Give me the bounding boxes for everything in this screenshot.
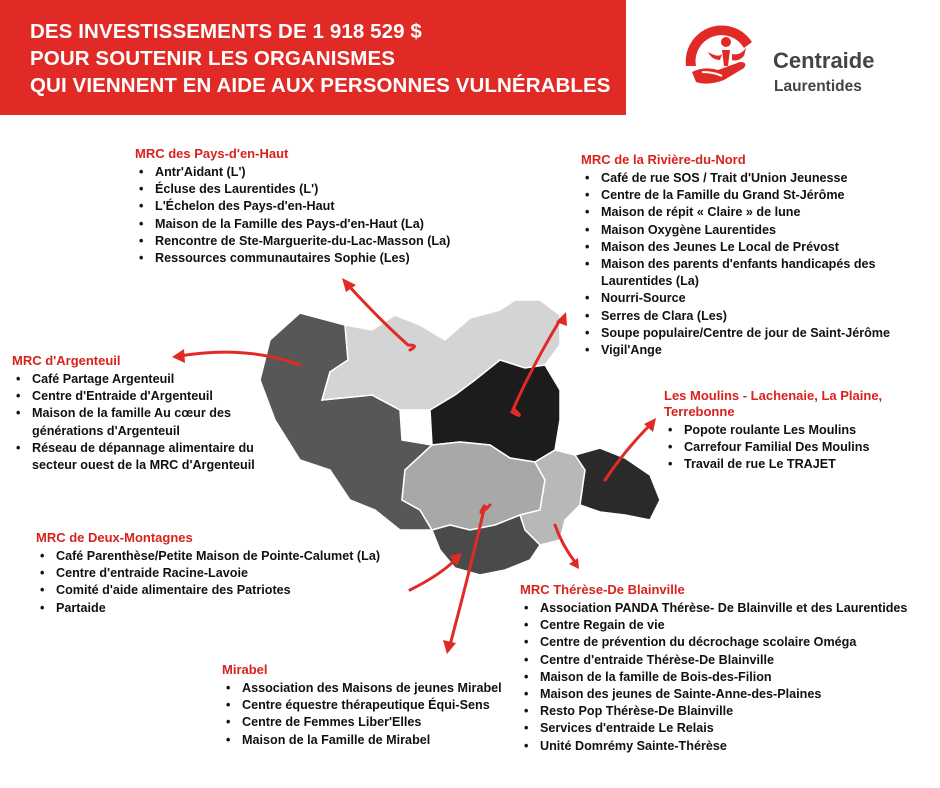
list-item: • Maison de la Famille de Mirabel (222, 732, 502, 749)
logo-name: Centraide (773, 48, 875, 73)
list-item: • Serres de Clara (Les) (581, 308, 890, 325)
list-item: • Nourri-Source (581, 290, 890, 307)
header-line-3: QUI VIENNENT EN AIDE AUX PERSONNES VULNÉRABLES (30, 74, 611, 97)
list-item: • Popote roulante Les Moulins (664, 422, 882, 439)
region-title: MRC de Deux-Montagnes (36, 530, 193, 545)
region-block-pays-den-haut (135, 146, 450, 267)
list-item: • Vigil'Ange (581, 342, 890, 359)
organization-list (36, 548, 380, 617)
region-block-les-moulins (664, 388, 882, 474)
list-item: • Maison de la famille Au cœur des (12, 405, 255, 422)
list-item: • Antr'Aidant (L') (135, 164, 450, 181)
list-item: • Maison de la Famille des Pays-d'en-Haut (La) (135, 216, 450, 233)
logo-subtitle: Laurentides (774, 78, 862, 95)
region-block-riviere-du-nord (581, 152, 890, 359)
list-item: • Écluse des Laurentides (L') (135, 181, 450, 198)
list-item: • Ressources communautaires Sophie (Les) (135, 250, 450, 267)
list-item: • Association des Maisons de jeunes Mirabel (222, 680, 502, 697)
organization-list (12, 371, 255, 474)
list-item: • L'Échelon des Pays-d'en-Haut (135, 198, 450, 215)
list-item: • Centre équestre thérapeutique Équi-Sens (222, 697, 502, 714)
list-item: • Café Parenthèse/Petite Maison de Pointe-Calumet (La) (36, 548, 380, 565)
arrow-therese (555, 525, 575, 562)
list-item: • Maison des parents d'enfants handicapés des (581, 256, 890, 273)
header-line-2: POUR SOUTENIR LES ORGANISMES (30, 47, 396, 70)
region-title-line-2: Terrebonne (664, 404, 735, 419)
list-item-continued: secteur ouest de la MRC d'Argenteuil (32, 458, 255, 473)
region-block-deux-montagnes (36, 530, 380, 617)
region-title: Les Moulins - Lachenaie, La Plaine, (664, 388, 883, 403)
region-title: MRC Thérèse-De Blainville (520, 582, 685, 597)
list-item: • Réseau de dépannage alimentaire du (12, 440, 255, 457)
region-block-therese-de-blainville (520, 582, 907, 755)
list-item: • Association PANDA Thérèse- De Blainville et des Laurentides (520, 600, 907, 617)
organization-list (135, 164, 450, 267)
list-item: • Centre Regain de vie (520, 617, 907, 634)
list-item: • Maison Oxygène Laurentides (581, 222, 890, 239)
list-item: • Rencontre de Ste-Marguerite-du-Lac-Masson (La) (135, 233, 450, 250)
list-item: • Unité Domrémy Sainte-Thérèse (520, 738, 907, 755)
list-item: • Carrefour Familial Des Moulins (664, 439, 882, 456)
list-item: • Comité d'aide alimentaire des Patriotes (36, 582, 380, 599)
list-item: • Maison de la famille de Bois-des-Filion (520, 669, 907, 686)
list-item: • Centre d'entraide Racine-Lavoie (36, 565, 380, 582)
region-block-argenteuil (12, 353, 255, 474)
organization-list (520, 600, 907, 755)
list-item-continued: Laurentides (La) (601, 274, 699, 289)
list-item: • Centre d'Entraide d'Argenteuil (12, 388, 255, 405)
header-line-1: DES INVESTISSEMENTS DE 1 918 529 $ (30, 20, 422, 43)
list-item: • Centre de la Famille du Grand St-Jérôme (581, 187, 890, 204)
list-item: • Centre d'entraide Thérèse-De Blainville (520, 652, 907, 669)
list-item: • Partaide (36, 600, 380, 617)
list-item: • Maison de répit « Claire » de lune (581, 204, 890, 221)
region-les-moulins (575, 448, 660, 520)
list-item: • Centre de Femmes Liber'Elles (222, 714, 502, 731)
region-title: MRC d'Argenteuil (12, 353, 121, 368)
list-item: • Centre de prévention du décrochage scolaire Oméga (520, 634, 907, 651)
list-item: • Café Partage Argenteuil (12, 371, 255, 388)
list-item-continued: générations d'Argenteuil (32, 423, 180, 438)
list-item: • Maison des jeunes de Sainte-Anne-des-Plaines (520, 686, 907, 703)
list-item: • Resto Pop Thérèse-De Blainville (520, 703, 907, 720)
list-item: • Travail de rue Le TRAJET (664, 456, 882, 473)
list-item: • Soupe populaire/Centre de jour de Saint-Jérôme (581, 325, 890, 342)
region-title: Mirabel (222, 662, 268, 677)
organization-list (222, 680, 502, 749)
list-item: • Café de rue SOS / Trait d'Union Jeunesse (581, 170, 890, 187)
region-title: MRC de la Rivière-du-Nord (581, 152, 746, 167)
organization-list (581, 170, 890, 359)
list-item: • Services d'entraide Le Relais (520, 720, 907, 737)
region-block-mirabel (222, 662, 502, 749)
region-title: MRC des Pays-d'en-Haut (135, 146, 289, 161)
arrow-deux-montagnes (410, 560, 455, 590)
organization-list (664, 422, 882, 474)
arrowhead-mirabel-icon (443, 640, 456, 654)
list-item: • Maison des Jeunes Le Local de Prévost (581, 239, 890, 256)
